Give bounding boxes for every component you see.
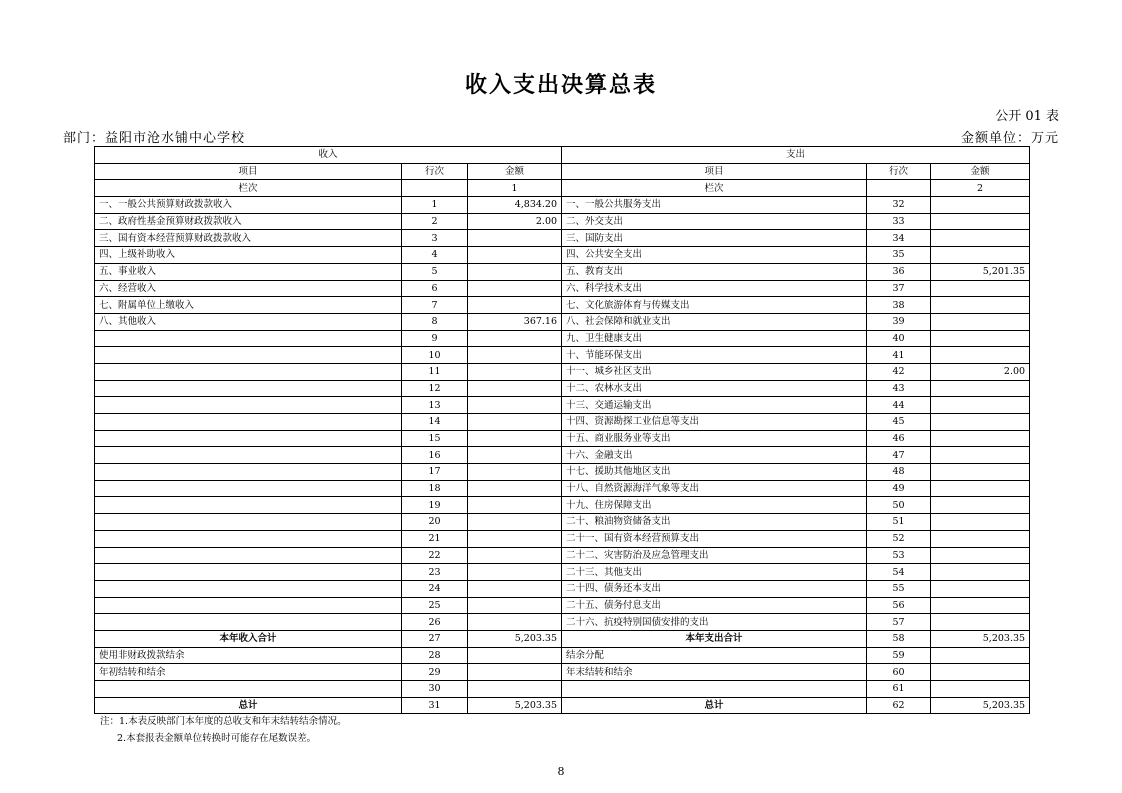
income-item-cell	[95, 380, 402, 397]
table-row	[95, 414, 1030, 431]
expense-col-no-label: 栏次	[562, 180, 867, 197]
income-amount-cell: 5,203.35	[468, 630, 562, 647]
income-item-cell	[95, 480, 402, 497]
expense-item-cell: 十五、商业服务业等支出	[562, 430, 867, 447]
expense-amount-cell	[931, 380, 1030, 397]
expense-item-cell: 二、外交支出	[562, 213, 867, 230]
expense-amount-cell	[931, 480, 1030, 497]
expense-amount-cell	[931, 447, 1030, 464]
income-row-no-cell: 2	[402, 213, 468, 230]
income-row-no-cell: 18	[402, 480, 468, 497]
income-item-cell: 年初结转和结余	[95, 664, 402, 681]
income-item-cell	[95, 547, 402, 564]
page-number: 8	[557, 765, 565, 778]
expense-item-cell: 九、卫生健康支出	[562, 330, 867, 347]
expense-amount-cell: 5,203.35	[931, 630, 1030, 647]
table-row	[95, 197, 1030, 214]
income-item-cell: 七、附属单位上缴收入	[95, 297, 402, 314]
expense-row-no-cell: 32	[867, 197, 931, 214]
expense-item-cell: 二十二、灾害防治及应急管理支出	[562, 547, 867, 564]
income-item-cell	[95, 597, 402, 614]
expense-item-cell: 六、科学技术支出	[562, 280, 867, 297]
expense-row-no-header: 行次	[867, 163, 931, 180]
income-row-no-header: 行次	[402, 163, 468, 180]
income-row-no-cell: 11	[402, 363, 468, 380]
expense-amount-cell	[931, 614, 1030, 631]
expense-amount-cell: 5,203.35	[931, 697, 1030, 714]
income-row-no-cell: 27	[402, 630, 468, 647]
expense-amount-cell	[931, 280, 1030, 297]
income-amount-cell	[468, 514, 562, 531]
income-item-cell	[95, 330, 402, 347]
expense-row-no-cell: 33	[867, 213, 931, 230]
income-row-no-cell: 3	[402, 230, 468, 247]
expense-amount-cell: 2.00	[931, 363, 1030, 380]
table-row	[95, 681, 1030, 698]
income-item-cell	[95, 464, 402, 481]
income-row-no-cell: 23	[402, 564, 468, 581]
income-row-no-cell: 6	[402, 280, 468, 297]
table-row	[95, 330, 1030, 347]
expense-row-no-cell: 51	[867, 514, 931, 531]
income-amount-cell	[468, 647, 562, 664]
expense-amount-cell	[931, 197, 1030, 214]
table-row	[95, 480, 1030, 497]
expense-row-no-cell: 52	[867, 530, 931, 547]
expense-amount-cell	[931, 330, 1030, 347]
expense-row-no-cell: 57	[867, 614, 931, 631]
income-row-no-cell: 17	[402, 464, 468, 481]
expense-item-cell	[562, 681, 867, 698]
income-item-cell: 八、其他收入	[95, 313, 402, 330]
expense-row-no-cell: 46	[867, 430, 931, 447]
income-row-no-cell: 4	[402, 247, 468, 264]
table-row	[95, 580, 1030, 597]
expense-row-no-cell: 43	[867, 380, 931, 397]
expense-item-cell: 三、国防支出	[562, 230, 867, 247]
amount-unit-label: 金额单位：万元	[960, 131, 1059, 146]
form-number: 公开 01 表	[995, 109, 1059, 124]
income-item-cell: 本年收入合计	[95, 630, 402, 647]
income-item-cell	[95, 414, 402, 431]
income-amount-cell: 367.16	[468, 313, 562, 330]
table-row	[95, 614, 1030, 631]
expense-item-cell: 二十四、债务还本支出	[562, 580, 867, 597]
table-row	[95, 664, 1030, 681]
expense-item-cell: 二十一、国有资本经营预算支出	[562, 530, 867, 547]
income-row-no-cell: 8	[402, 313, 468, 330]
expense-amount-cell: 5,201.35	[931, 263, 1030, 280]
expense-row-no-cell: 62	[867, 697, 931, 714]
expense-item-cell: 二十、粮油物资储备支出	[562, 514, 867, 531]
section-header-row	[95, 147, 1030, 164]
expense-amount-cell	[931, 230, 1030, 247]
income-row-no-cell: 5	[402, 263, 468, 280]
expense-amount-cell	[931, 664, 1030, 681]
table-row	[95, 547, 1030, 564]
table-row	[95, 697, 1030, 714]
income-item-cell	[95, 564, 402, 581]
table-row	[95, 564, 1030, 581]
income-item-cell	[95, 397, 402, 414]
department-label: 部门：益阳市沧水铺中心学校	[63, 131, 246, 146]
expense-row-no-cell: 37	[867, 280, 931, 297]
table-row	[95, 597, 1030, 614]
expense-row-no-cell: 54	[867, 564, 931, 581]
income-amount-cell	[468, 330, 562, 347]
expense-row-no-cell: 36	[867, 263, 931, 280]
income-item-cell	[95, 614, 402, 631]
expense-row-no-cell: 49	[867, 480, 931, 497]
income-amount-cell	[468, 297, 562, 314]
expense-item-header: 项目	[562, 163, 867, 180]
income-row-no-cell: 22	[402, 547, 468, 564]
table-row	[95, 630, 1030, 647]
expense-row-no-cell: 41	[867, 347, 931, 364]
income-row-no-cell: 14	[402, 414, 468, 431]
note-1: 注：1.本表反映部门本年度的总收支和年末结转结余情况。	[100, 716, 347, 727]
income-amount-header: 金额	[468, 163, 562, 180]
income-row-no-cell: 19	[402, 497, 468, 514]
table-notes	[100, 713, 347, 747]
income-row-no-cell: 20	[402, 514, 468, 531]
expense-row-no-cell: 48	[867, 464, 931, 481]
income-item-cell: 六、经营收入	[95, 280, 402, 297]
expense-item-cell: 十七、援助其他地区支出	[562, 464, 867, 481]
expense-item-cell: 二十五、债务付息支出	[562, 597, 867, 614]
income-item-cell	[95, 347, 402, 364]
table-row	[95, 363, 1030, 380]
income-amount-cell	[468, 430, 562, 447]
expense-amount-cell	[931, 347, 1030, 364]
income-amount-cell	[468, 380, 562, 397]
expense-amount-cell	[931, 564, 1030, 581]
expense-amount-cell	[931, 547, 1030, 564]
expense-item-cell: 十九、住房保障支出	[562, 497, 867, 514]
income-item-cell	[95, 580, 402, 597]
income-amount-cell	[468, 247, 562, 264]
income-expense-table	[94, 146, 1030, 714]
table-row	[95, 497, 1030, 514]
income-item-cell	[95, 514, 402, 531]
income-row-no-cell: 9	[402, 330, 468, 347]
income-amount-cell	[468, 597, 562, 614]
table-row	[95, 447, 1030, 464]
income-item-cell	[95, 497, 402, 514]
income-row-no-cell: 30	[402, 681, 468, 698]
income-item-cell: 四、上级补助收入	[95, 247, 402, 264]
expense-amount-cell	[931, 247, 1030, 264]
income-item-cell: 三、国有资本经营预算财政拨款收入	[95, 230, 402, 247]
expense-amount-cell	[931, 213, 1030, 230]
expense-amount-cell	[931, 497, 1030, 514]
expense-amount-cell	[931, 414, 1030, 431]
income-item-cell	[95, 430, 402, 447]
table-row	[95, 213, 1030, 230]
income-row-no-cell: 26	[402, 614, 468, 631]
expense-row-no-cell: 40	[867, 330, 931, 347]
income-row-no-cell: 10	[402, 347, 468, 364]
income-item-cell	[95, 530, 402, 547]
expense-row-no-cell: 44	[867, 397, 931, 414]
income-item-cell: 五、事业收入	[95, 263, 402, 280]
expense-row-no-cell: 45	[867, 414, 931, 431]
column-number-row	[95, 180, 1030, 197]
income-col-no-label: 栏次	[95, 180, 402, 197]
income-amount-cell	[468, 363, 562, 380]
expense-item-cell: 四、公共安全支出	[562, 247, 867, 264]
table-row	[95, 397, 1030, 414]
table-row	[95, 647, 1030, 664]
expense-amount-header: 金额	[931, 163, 1030, 180]
income-row-no-cell: 31	[402, 697, 468, 714]
income-row-no-cell: 28	[402, 647, 468, 664]
expense-amount-cell	[931, 580, 1030, 597]
table-row	[95, 430, 1030, 447]
income-amount-cell	[468, 614, 562, 631]
income-amount-cell	[468, 263, 562, 280]
table-row	[95, 280, 1030, 297]
income-section-header: 收入	[95, 147, 562, 164]
income-item-cell: 二、政府性基金预算财政拨款收入	[95, 213, 402, 230]
expense-amount-cell	[931, 514, 1030, 531]
expense-item-cell: 二十六、抗疫特别国债安排的支出	[562, 614, 867, 631]
income-amount-cell	[468, 580, 562, 597]
expense-item-cell: 结余分配	[562, 647, 867, 664]
income-row-no-cell: 15	[402, 430, 468, 447]
expense-row-no-cell: 39	[867, 313, 931, 330]
expense-item-cell: 十、节能环保支出	[562, 347, 867, 364]
expense-amount-cell	[931, 530, 1030, 547]
expense-section-header: 支出	[562, 147, 1030, 164]
income-amount-cell	[468, 464, 562, 481]
expense-row-no-cell: 35	[867, 247, 931, 264]
income-col-no-blank	[402, 180, 468, 197]
column-header-row	[95, 163, 1030, 180]
income-row-no-cell: 1	[402, 197, 468, 214]
table-row	[95, 380, 1030, 397]
income-amount-cell	[468, 447, 562, 464]
table-row	[95, 347, 1030, 364]
income-amount-cell	[468, 497, 562, 514]
expense-row-no-cell: 61	[867, 681, 931, 698]
expense-item-cell: 本年支出合计	[562, 630, 867, 647]
income-item-header: 项目	[95, 163, 402, 180]
expense-row-no-cell: 42	[867, 363, 931, 380]
income-row-no-cell: 25	[402, 597, 468, 614]
income-amount-cell	[468, 414, 562, 431]
income-amount-cell: 5,203.35	[468, 697, 562, 714]
expense-amount-cell	[931, 297, 1030, 314]
income-item-cell	[95, 447, 402, 464]
expense-item-cell: 十八、自然资源海洋气象等支出	[562, 480, 867, 497]
expense-amount-cell	[931, 313, 1030, 330]
income-amount-cell	[468, 564, 562, 581]
income-amount-cell: 4,834.20	[468, 197, 562, 214]
expense-item-cell: 十四、资源勘探工业信息等支出	[562, 414, 867, 431]
expense-row-no-cell: 47	[867, 447, 931, 464]
income-col-number: 1	[468, 180, 562, 197]
table-row	[95, 464, 1030, 481]
income-item-cell: 总计	[95, 697, 402, 714]
income-amount-cell	[468, 681, 562, 698]
income-amount-cell	[468, 347, 562, 364]
table-row	[95, 530, 1030, 547]
table-row	[95, 297, 1030, 314]
expense-row-no-cell: 60	[867, 664, 931, 681]
expense-item-cell: 十一、城乡社区支出	[562, 363, 867, 380]
expense-row-no-cell: 38	[867, 297, 931, 314]
expense-row-no-cell: 50	[867, 497, 931, 514]
expense-amount-cell	[931, 430, 1030, 447]
expense-item-cell: 五、教育支出	[562, 263, 867, 280]
expense-item-cell: 十六、金融支出	[562, 447, 867, 464]
table-row	[95, 230, 1030, 247]
income-amount-cell	[468, 230, 562, 247]
note-2: 2.本套报表金额单位转换时可能存在尾数误差。	[117, 733, 317, 744]
income-amount-cell	[468, 280, 562, 297]
expense-amount-cell	[931, 681, 1030, 698]
expense-item-cell: 十三、交通运输支出	[562, 397, 867, 414]
table-row	[95, 263, 1030, 280]
income-amount-cell	[468, 664, 562, 681]
income-item-cell: 使用非财政拨款结余	[95, 647, 402, 664]
income-amount-cell: 2.00	[468, 213, 562, 230]
expense-amount-cell	[931, 464, 1030, 481]
expense-amount-cell	[931, 647, 1030, 664]
income-amount-cell	[468, 530, 562, 547]
income-item-cell	[95, 681, 402, 698]
income-amount-cell	[468, 397, 562, 414]
expense-col-no-blank	[867, 180, 931, 197]
income-row-no-cell: 7	[402, 297, 468, 314]
expense-item-cell: 十二、农林水支出	[562, 380, 867, 397]
page-title: 收入支出决算总表	[464, 72, 657, 98]
table-row	[95, 247, 1030, 264]
table-row	[95, 313, 1030, 330]
income-row-no-cell: 12	[402, 380, 468, 397]
table-row	[95, 514, 1030, 531]
income-row-no-cell: 21	[402, 530, 468, 547]
expense-row-no-cell: 59	[867, 647, 931, 664]
expense-amount-cell	[931, 397, 1030, 414]
expense-amount-cell	[931, 597, 1030, 614]
expense-item-cell: 年末结转和结余	[562, 664, 867, 681]
income-row-no-cell: 16	[402, 447, 468, 464]
expense-item-cell: 八、社会保障和就业支出	[562, 313, 867, 330]
income-row-no-cell: 13	[402, 397, 468, 414]
income-item-cell: 一、一般公共预算财政拨款收入	[95, 197, 402, 214]
income-amount-cell	[468, 480, 562, 497]
expense-row-no-cell: 34	[867, 230, 931, 247]
expense-col-number: 2	[931, 180, 1030, 197]
expense-row-no-cell: 56	[867, 597, 931, 614]
expense-item-cell: 二十三、其他支出	[562, 564, 867, 581]
expense-row-no-cell: 55	[867, 580, 931, 597]
expense-item-cell: 总计	[562, 697, 867, 714]
income-row-no-cell: 24	[402, 580, 468, 597]
expense-row-no-cell: 58	[867, 630, 931, 647]
expense-item-cell: 七、文化旅游体育与传媒支出	[562, 297, 867, 314]
income-amount-cell	[468, 547, 562, 564]
expense-item-cell: 一、一般公共服务支出	[562, 197, 867, 214]
income-item-cell	[95, 363, 402, 380]
income-row-no-cell: 29	[402, 664, 468, 681]
expense-row-no-cell: 53	[867, 547, 931, 564]
